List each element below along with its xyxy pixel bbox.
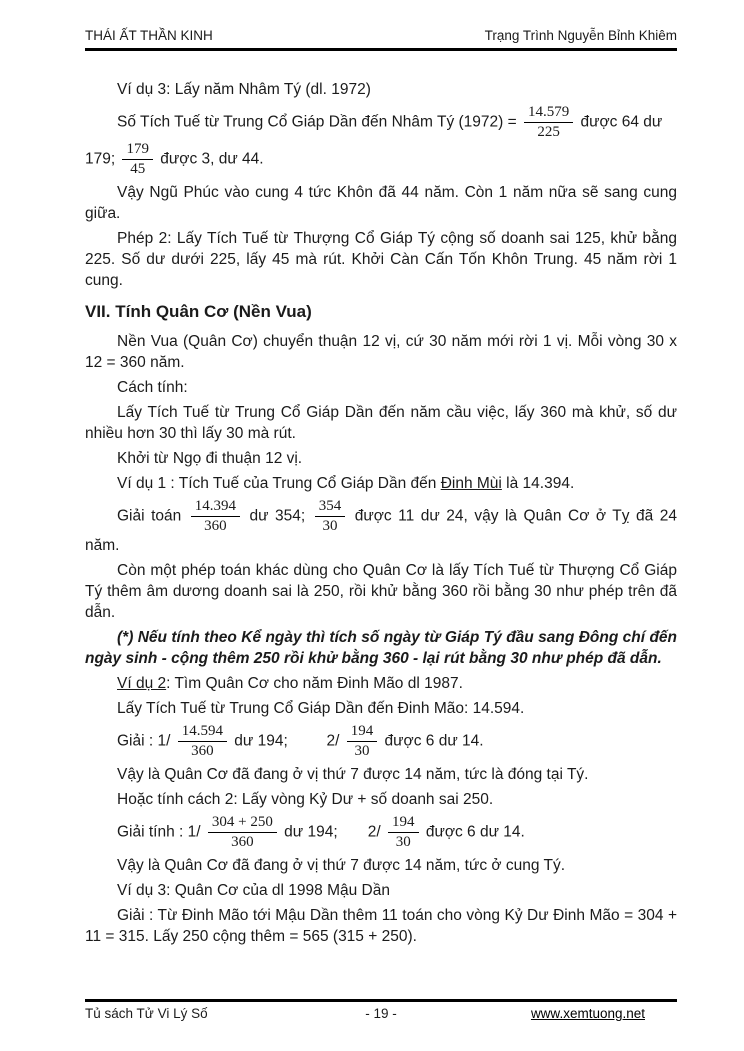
text-run: (*) Nếu tính theo Kể ngày thì tích số ngày từ Giáp Tý đầu sang Đông chí đến ngày sinh - cộng thêm 250 rồi khử bằng 360 - lại rút bằng 30 như phép đã dẫn. bbox=[85, 629, 677, 667]
fraction-numerator: 179 bbox=[126, 141, 149, 157]
header-book-title: THÁI ẤT THẦN KINH bbox=[85, 28, 213, 43]
text-run: Giải : Từ Đinh Mão tới Mậu Dần thêm 11 toán cho vòng Kỷ Dư Đinh Mão = 304 + 11 = 315. Lấy 250 cộng thêm = 565 (315 + 250). bbox=[85, 907, 677, 945]
text-run: là 14.394. bbox=[501, 475, 575, 492]
header-author: Trạng Trình Nguyễn Bỉnh Khiêm bbox=[484, 28, 677, 43]
paragraph bbox=[85, 905, 677, 947]
fraction-numerator: 354 bbox=[318, 498, 342, 514]
fraction-numerator: 194 bbox=[392, 814, 415, 830]
text-run: Cách tính: bbox=[117, 379, 188, 396]
fraction-denominator: 30 bbox=[315, 516, 346, 535]
paragraph bbox=[85, 789, 677, 810]
paragraph bbox=[85, 473, 677, 494]
fraction-numerator: 14.579 bbox=[527, 104, 570, 120]
fraction-numerator: 14.394 bbox=[194, 498, 237, 514]
fraction bbox=[178, 723, 227, 760]
paragraph bbox=[85, 814, 677, 851]
fraction bbox=[347, 723, 378, 760]
fraction bbox=[122, 141, 153, 178]
paragraph bbox=[85, 764, 677, 785]
text-run: Ví dụ 1 : Tích Tuế của Trung Cổ Giáp Dần đến bbox=[117, 475, 441, 492]
footer-link-wrap bbox=[457, 1006, 677, 1021]
text-run: Còn một phép toán khác dùng cho Quân Cơ là lấy Tích Tuế từ Thượng Cổ Giáp Tý thêm âm dương doanh sai là 250, rồi khử bằng 360 rồi bằng 30 như phép trên đã dẫn. bbox=[85, 562, 677, 621]
text-run: Giải toán bbox=[117, 507, 188, 525]
footer-page-number: - 19 - bbox=[365, 1006, 397, 1021]
text-run: được 11 dư 24, vậy là Quân Cơ ở Tỵ đã 24 năm. bbox=[85, 507, 677, 554]
paragraph bbox=[85, 673, 677, 694]
text-run: Hoặc tính cách 2: Lấy vòng Kỷ Dư + số doanh sai 250. bbox=[117, 791, 494, 808]
text-run: Giải tính : 1/ bbox=[117, 823, 205, 841]
text-run: : Tìm Quân Cơ cho năm Đinh Mão dl 1987. bbox=[166, 675, 463, 692]
text-run: Lấy Tích Tuế từ Trung Cổ Giáp Dần đến Đinh Mão: 14.594. bbox=[117, 700, 525, 717]
paragraph bbox=[85, 723, 677, 760]
fraction-denominator: 30 bbox=[347, 741, 378, 760]
fraction bbox=[524, 104, 573, 141]
text-run: Nền Vua (Quân Cơ) chuyển thuận 12 vị, cứ 30 năm mới rời 1 vị. Mỗi vòng 30 x 12 = 360 năm. bbox=[85, 333, 677, 371]
fraction-denominator: 225 bbox=[524, 122, 573, 141]
text-run: Số Tích Tuế từ Trung Cổ Giáp Dần đến Nhâm Tý (1972) = bbox=[117, 113, 521, 131]
paragraph bbox=[85, 448, 677, 469]
text-run: Ví dụ 3: Lấy năm Nhâm Tý (dl. 1972) bbox=[117, 81, 371, 98]
text-run: Vậy là Quân Cơ đã đang ở vị thứ 7 được 14 năm, tức ở cung Tý. bbox=[117, 857, 566, 874]
text-run: Giải : 1/ bbox=[117, 732, 175, 750]
paragraph bbox=[85, 880, 677, 901]
fraction-denominator: 30 bbox=[388, 832, 419, 851]
text-run: Lấy Tích Tuế từ Trung Cổ Giáp Dần đến năm cầu việc, lấy 360 mà khử, số dư nhiều hơn 30 thì lấy 30 mà rút. bbox=[85, 404, 677, 442]
fraction-denominator: 360 bbox=[191, 516, 240, 535]
fraction bbox=[388, 814, 419, 851]
paragraph bbox=[85, 331, 677, 373]
text-run: được 6 dư 14. bbox=[380, 732, 484, 750]
paragraph bbox=[85, 79, 677, 100]
page-footer bbox=[85, 999, 677, 1021]
text-run: được 64 dư bbox=[576, 113, 663, 131]
section-heading bbox=[85, 301, 677, 322]
footer-series-title: Tủ sách Tử Vi Lý Số bbox=[85, 1006, 208, 1021]
paragraph bbox=[85, 402, 677, 444]
fraction-denominator: 360 bbox=[178, 741, 227, 760]
underlined-text: Ví dụ 2 bbox=[117, 675, 167, 692]
fraction bbox=[315, 498, 346, 535]
text-run: 179; bbox=[85, 150, 120, 168]
text-run: dư 194; 2/ bbox=[279, 823, 386, 841]
paragraph bbox=[85, 855, 677, 876]
underlined-text: Đinh Mùi bbox=[440, 475, 502, 492]
footer-website-link[interactable]: www.xemtuong.net bbox=[530, 1006, 645, 1021]
paragraph bbox=[85, 182, 677, 224]
text-run: được 3, dư 44. bbox=[155, 150, 264, 168]
text-run: Phép 2: Lấy Tích Tuế từ Thượng Cổ Giáp Tý cộng số doanh sai 125, khử bằng 225. Số dư dưới 225, lấy 45 mà rút. Khởi Càn Cấn Tốn Khôn Trung. 45 năm rời 1 cung. bbox=[85, 230, 677, 289]
text-run: dư 194; 2/ bbox=[229, 732, 344, 750]
paragraph bbox=[85, 104, 677, 178]
text-run: Vậy là Quân Cơ đã đang ở vị thứ 7 được 14 năm, tức là đóng tại Tý. bbox=[117, 766, 589, 783]
text-run: dư 354; bbox=[243, 507, 312, 525]
paragraph bbox=[85, 627, 677, 669]
page-header bbox=[85, 28, 677, 51]
paragraph bbox=[85, 698, 677, 719]
text-run: được 6 dư 14. bbox=[421, 823, 525, 841]
document-body bbox=[85, 79, 677, 951]
text-run: VII. Tính Quân Cơ (Nền Vua) bbox=[85, 302, 312, 321]
fraction-denominator: 45 bbox=[122, 159, 153, 178]
fraction-numerator: 14.594 bbox=[181, 723, 223, 739]
text-run: Ví dụ 3: Quân Cơ của dl 1998 Mậu Dần bbox=[117, 882, 390, 899]
paragraph bbox=[85, 377, 677, 398]
paragraph bbox=[85, 498, 677, 556]
fraction-numerator: 194 bbox=[350, 723, 374, 739]
paragraph bbox=[85, 560, 677, 623]
text-run: Vậy Ngũ Phúc vào cung 4 tức Khôn đã 44 năm. Còn 1 năm nữa sẽ sang cung giữa. bbox=[85, 184, 677, 222]
fraction bbox=[208, 814, 277, 851]
fraction-numerator: 304 + 250 bbox=[211, 814, 273, 830]
text-run: Khởi từ Ngọ đi thuận 12 vị. bbox=[117, 450, 303, 467]
fraction-denominator: 360 bbox=[208, 832, 277, 851]
paragraph bbox=[85, 228, 677, 291]
fraction bbox=[191, 498, 240, 535]
